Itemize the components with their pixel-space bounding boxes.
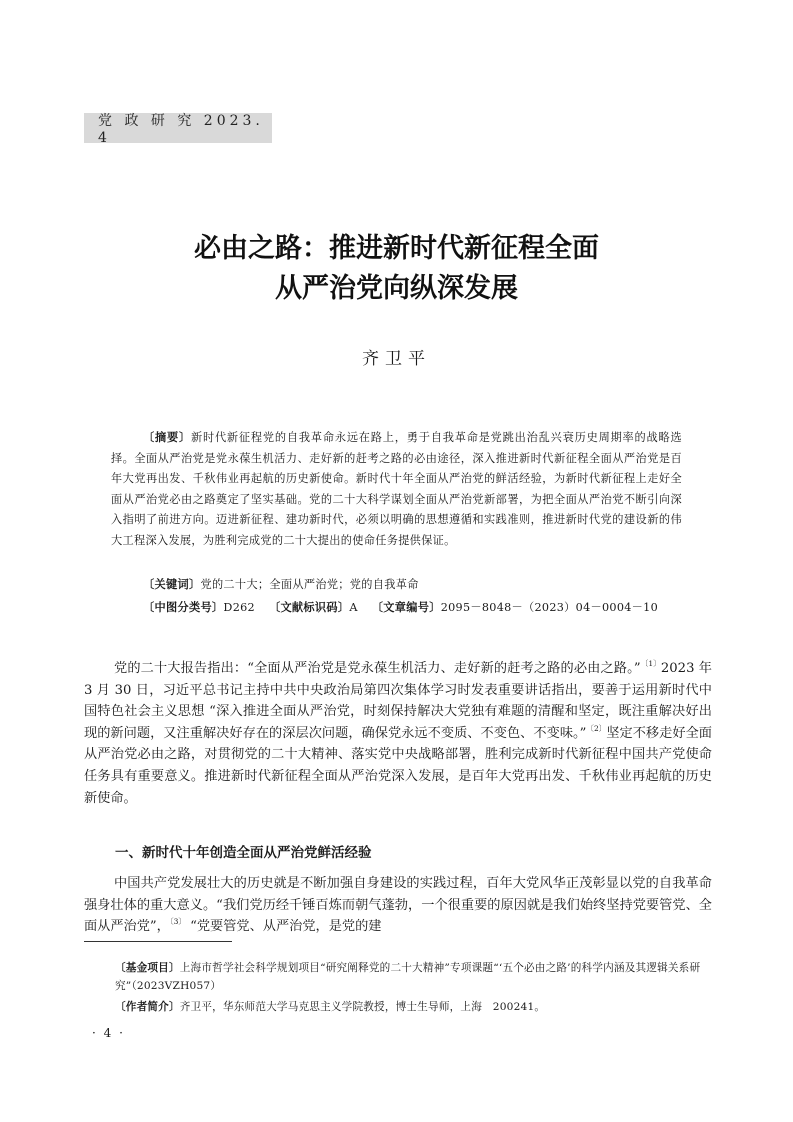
body-paragraph-1 (84, 658, 712, 809)
doc-code-value: A (349, 601, 358, 614)
author-bio-text: 齐卫平，华东师范大学马克思主义学院教授，博士生导师，上海 200241。 (179, 1001, 546, 1013)
body-text-segment: 党的二十大报告指出：“全面从严治党是党永葆生机活力、走好新的赶考之路的必由之路。” (114, 661, 641, 676)
citation-ref-1[interactable]: 〔1〕 (640, 659, 661, 668)
author-name: 齐卫平 (362, 349, 431, 369)
citation-ref-2[interactable]: 〔2〕 (586, 723, 607, 733)
article-title-line1: 必由之路：推进新时代新征程全面 (194, 233, 599, 264)
clc-label: 〔中图分类号〕 (143, 601, 224, 614)
keywords-text: 党的二十大；全面从严治党；党的自我革命 (200, 578, 419, 591)
article-title-line2: 从严治党向纵深发展 (275, 273, 518, 304)
journal-header (84, 113, 272, 146)
body-paragraph-2 (84, 873, 712, 938)
abstract-block (111, 428, 682, 551)
keywords-label: 〔关键词〕 (143, 578, 201, 591)
journal-header-text: 党 政 研 究 2023. 4 (98, 113, 264, 146)
footnote-divider (84, 941, 232, 942)
keywords-line (143, 576, 419, 592)
body-text-segment: 2023 年 3 月 30 日，习近平总书记主持中共中央政治局第四次集体学习时发表重要讲话指出，要善于运用新时代中国特色社会主义思想 “深入推进全面从严治党，时刻保持解决大党独有难题的清醒和坚定，既注重解决好出现的新问题，又注重解决好存在的深层次问题，确保党永远不变质、不变色、不变味。” (84, 661, 712, 741)
clc-value: D262 (223, 601, 255, 614)
fund-label: 〔基金项目〕 (115, 962, 180, 974)
fund-text: 上海市哲学社会科学规划项目“研究阐释党的二十大精神”专项课题“‘五个必由之路’的科学内涵及其逻辑关系研究”（2023VZH057） (115, 962, 701, 992)
page-number: · 4 · (92, 1026, 125, 1040)
doc-code-label: 〔文献标识码〕 (268, 601, 350, 614)
abstract-text: 新时代新征程党的自我革命永远在路上，勇于自我革命是党跳出治乱兴衰历史周期率的战略选择。全面从严治党是党永葆生机活力、走好新的赶考之路的必由途径，深入推进新时代新征程全面从严治党是百年大党再出发、千秋伟业再起航的历史新使命。新时代十年全面从严治党的鲜活经验，为新时代新征程上走好全面从严治党必由之路奠定了坚实基础。党的二十大科学谋划全面从严治党新部署，为把全面从严治党不断引向深入指明了前进方向。迈进新征程、建功新时代，必须以明确的思想遵循和实践准则，推进新时代党的建设新的伟大工程深入发展，为胜利完成党的二十大提出的使命任务提供保证。 (111, 431, 683, 547)
article-number-label: 〔文章编号〕 (371, 601, 441, 614)
section-heading-1: 一、新时代十年创造全面从严治党鲜活经验 (115, 845, 372, 861)
body-text-segment: “党要管党、从严治党，是党的建 (185, 919, 382, 935)
body-text-segment: 坚定不移走好全面从严治党必由之路，对贯彻党的二十大精神、落实党中央战略部署，胜利完成新时代新征程中国共产党使命任务具有重要意义。推进新时代新征程全面从严治党深入发展，是百年大党再出发、千秋伟业再起航的历史新使命。 (84, 725, 712, 806)
author-footnote (115, 998, 715, 1016)
citation-ref-3[interactable]: 〔3〕 (169, 917, 186, 927)
article-number-value: 2095－8048－（2023）04－0004－10 (440, 601, 658, 614)
author-bio-label: 〔作者简介〕 (115, 1001, 180, 1013)
fund-footnote (115, 959, 715, 995)
classification-line (143, 599, 658, 615)
abstract-paragraph (111, 428, 682, 551)
abstract-label: 〔摘要〕 (143, 431, 191, 444)
body-text-segment: 中国共产党发展壮大的历史就是不断加强自身建设的实践过程，百年大党风华正茂彰显以党的自我革命强身壮体的重大意义。“我们党历经千锤百炼而朝气蓬勃，一个很重要的原因就是我们始终坚持党要管党、全面从严治党”， (84, 876, 712, 935)
